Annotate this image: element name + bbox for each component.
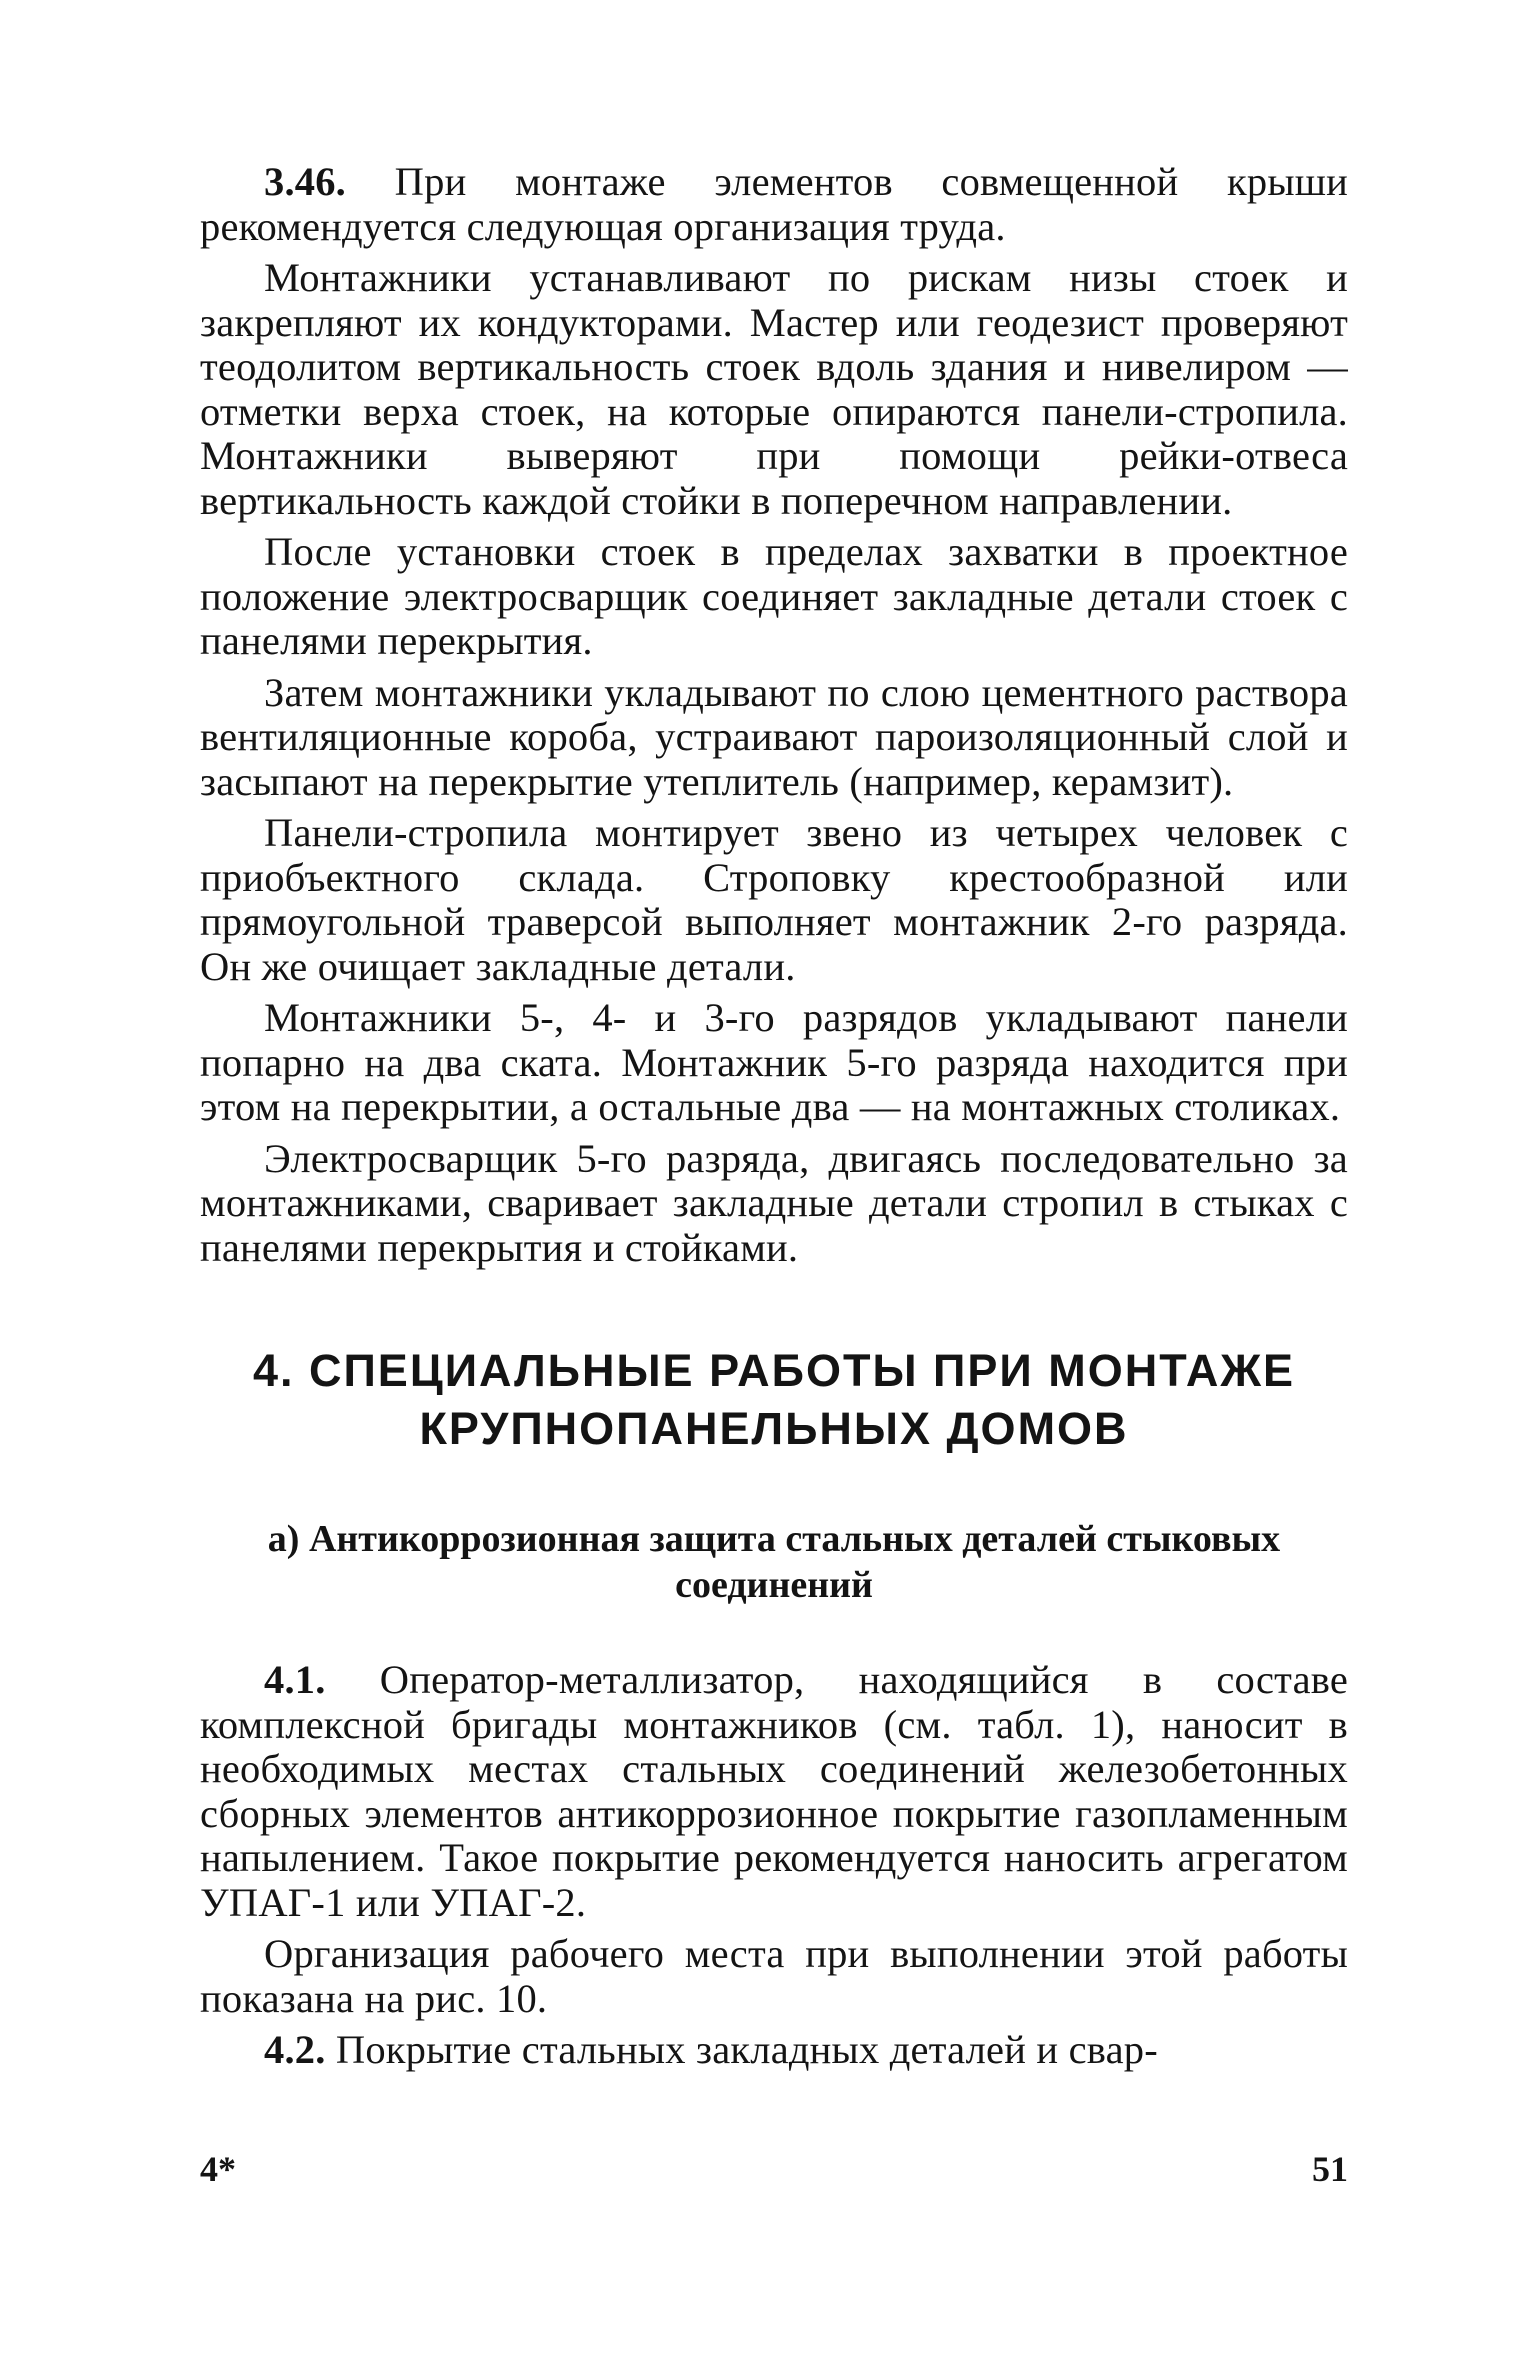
paragraph-text: Электросварщик 5-го разряда, двигаясь последовательно за монтажниками, сваривает закладные детали стропил в стыках с панелями перекрытия и стойками. <box>200 1135 1348 1270</box>
paragraph <box>200 996 1348 1130</box>
paragraph-text: После установки стоек в пределах захватки в проектное положение электросварщик соединяет закладные детали стоек с панелями перекрытия. <box>200 529 1348 663</box>
page-body <box>200 160 1348 2073</box>
paragraph <box>200 530 1348 664</box>
paragraph <box>200 811 1348 989</box>
paragraph-4-2 <box>200 2028 1348 2073</box>
paragraph-number: 4.2. <box>264 2027 326 2072</box>
page-footer <box>200 2148 1348 2198</box>
paragraph-text: При монтаже элементов совмещенной крыши рекомендуется следующая организация труда. <box>200 159 1348 249</box>
paragraph-text: Монтажники 5-, 4- и 3-го разрядов укладывают панели попарно на два ската. Монтажник 5-го разряда находится при этом на перекрытии, а остальные два — на монтажных столиках. <box>200 995 1348 1129</box>
paragraph-number: 4.1. <box>264 1657 326 1702</box>
paragraph <box>200 256 1348 523</box>
paragraph-text: Затем монтажники укладывают по слою цементного раствора вентиляционные короба, устраивают пароизоляционный слой и засыпают на перекрытие утеплитель (например, керамзит). <box>200 669 1348 804</box>
paragraph-number: 3.46. <box>264 159 346 204</box>
paragraph <box>200 1932 1348 2021</box>
paragraph-text: Оператор-металлизатор, находящийся в составе комплексной бригады монтажников (см. табл. 1), наносит в необходимых местах стальных соединений железобетонных сборных элементов антикоррозионное покрытие газопламенным напылением. Такое покрытие рекомендуется наносить агрегатом УПАГ-1 или УПАГ-2. <box>200 1657 1348 1925</box>
section-heading: 4. СПЕЦИАЛЬНЫЕ РАБОТЫ ПРИ МОНТАЖЕ КРУПНОПАНЕЛЬНЫХ ДОМОВ <box>252 1345 1296 1454</box>
page-number: 51 <box>1312 2149 1348 2189</box>
paragraph-text: Монтажники устанавливают по рискам низы стоек и закрепляют их кондукторами. Мастер или геодезист проверяют теодолитом вертикальность стоек вдоль здания и нивелиром — отметки верха стоек, на которые опираются панели-стропила. Монтажники выверяют при помощи рейки-отвеса вертикальность каждой стойки в поперечном направлении. <box>200 255 1348 523</box>
sub-heading: а) Антикоррозионная защита стальных деталей стыковых соединений <box>267 1518 1281 1606</box>
paragraph-text: Панели-стропила монтирует звено из четырех человек с приобъектного склада. Строповку крестообразной или прямоугольной траверсой выполняет монтажник 2-го разряда. Он же очищает закладные детали. <box>200 810 1348 989</box>
paragraph <box>200 671 1348 805</box>
paragraph-4-1 <box>200 1658 1348 1925</box>
paragraph-text: Организация рабочего места при выполнении этой работы показана на рис. 10. <box>200 1931 1348 2021</box>
paragraph <box>200 1137 1348 1271</box>
paragraph-3-46 <box>200 160 1348 249</box>
paragraph-text: Покрытие стальных закладных деталей и свар- <box>325 2027 1158 2072</box>
signature-mark: 4* <box>200 2149 236 2189</box>
